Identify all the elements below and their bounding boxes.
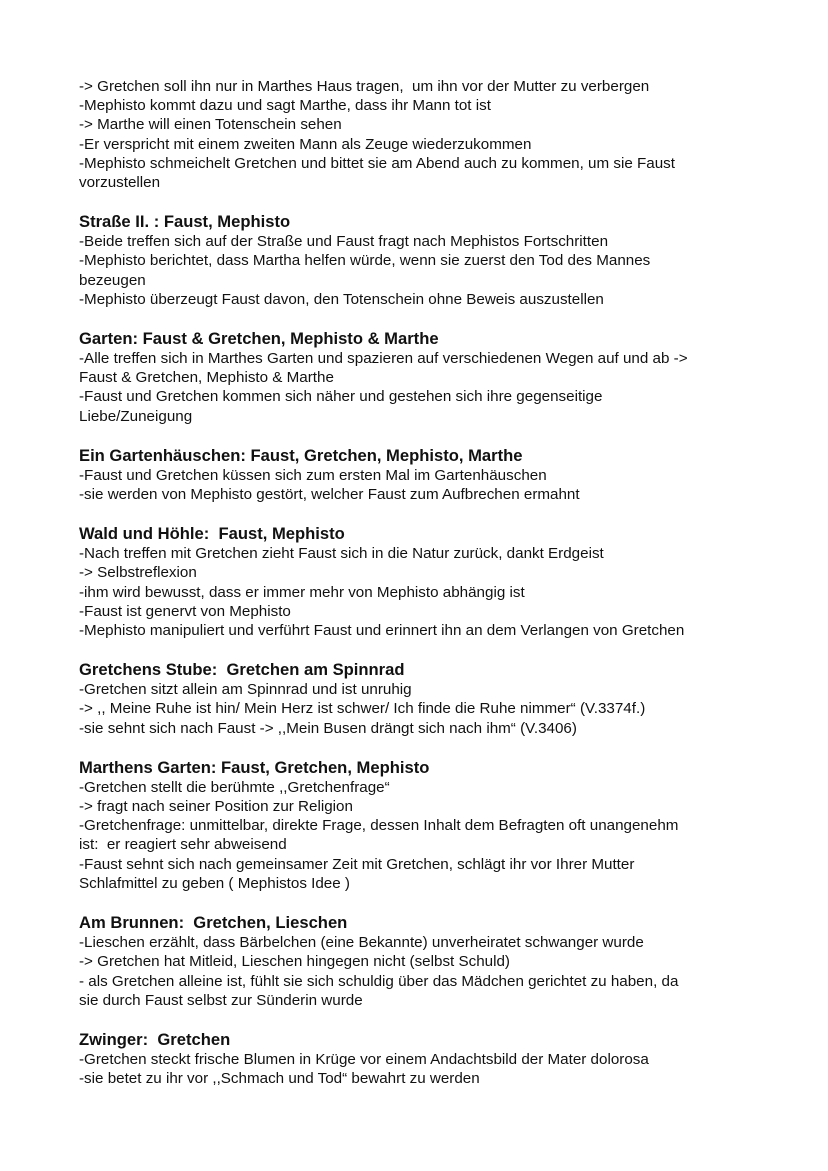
text-line: Faust & Gretchen, Mephisto & Marthe xyxy=(79,369,334,387)
text-line: -> fragt nach seiner Position zur Religion xyxy=(79,798,353,816)
section-heading: Straße II. : Faust, Mephisto xyxy=(79,212,291,232)
section-garten xyxy=(79,329,779,426)
text-line: -sie sehnt sich nach Faust -> ,,Mein Busen drängt sich nach ihm“ (V.3406) xyxy=(79,719,577,737)
text-line: bezeugen xyxy=(79,271,146,289)
text-line: -> ,, Meine Ruhe ist hin/ Mein Herz ist schwer/ Ich finde die Ruhe nimmer“ (V.3374f.) xyxy=(79,700,646,718)
section-am-brunnen xyxy=(79,913,779,1010)
section-heading: Zwinger: Gretchen xyxy=(79,1029,231,1049)
section-heading: Ein Gartenhäuschen: Faust, Gretchen, Mephisto, Marthe xyxy=(79,445,523,465)
text-line: -Mephisto schmeichelt Gretchen und bittet sie am Abend auch zu kommen, um sie Faust xyxy=(79,154,675,172)
section-gartenhaeuschen xyxy=(79,446,779,504)
text-line: -Gretchenfrage: unmittelbar, direkte Frage, dessen Inhalt dem Befragten oft unangenehm xyxy=(79,817,679,835)
text-line: Liebe/Zuneigung xyxy=(79,407,193,425)
section-heading: Garten: Faust & Gretchen, Mephisto & Marthe xyxy=(79,329,439,349)
text-line: -Faust und Gretchen kommen sich näher und gestehen sich ihre gegenseitige xyxy=(79,388,603,406)
text-line: -> Gretchen soll ihn nur in Marthes Haus tragen, um ihn vor der Mutter zu verbergen xyxy=(79,78,650,95)
text-line: -Faust sehnt sich nach gemeinsamer Zeit mit Gretchen, schlägt ihr vor Ihrer Mutter xyxy=(79,855,635,873)
text-line: -> Gretchen hat Mitleid, Lieschen hingegen nicht (selbst Schuld) xyxy=(79,953,510,971)
text-line: -Gretchen stellt die berühmte ,,Gretchenfrage“ xyxy=(79,778,390,796)
text-line: -Faust und Gretchen küssen sich zum ersten Mal im Gartenhäuschen xyxy=(79,466,547,484)
section-marthens-garten xyxy=(79,758,779,893)
text-line: vorzustellen xyxy=(79,174,161,192)
text-line: Schlafmittel zu geben ( Mephistos Idee ) xyxy=(79,874,350,892)
text-line: -Mephisto kommt dazu und sagt Marthe, dass ihr Mann tot ist xyxy=(79,97,491,115)
section-heading: Am Brunnen: Gretchen, Lieschen xyxy=(79,913,348,933)
section-heading: Wald und Höhle: Faust, Mephisto xyxy=(79,524,345,544)
text-line: -Mephisto manipuliert und verführt Faust und erinnert ihn an dem Verlangen von Gretchen xyxy=(79,622,685,640)
text-line: -Faust ist genervt von Mephisto xyxy=(79,602,291,620)
text-line: -Gretchen sitzt allein am Spinnrad und ist unruhig xyxy=(79,681,412,699)
section-heading: Marthens Garten: Faust, Gretchen, Mephisto xyxy=(79,757,430,777)
text-line: - als Gretchen alleine ist, fühlt sie sich schuldig über das Mädchen gerichtet zu haben, da xyxy=(79,972,679,990)
text-line: -sie werden von Mephisto gestört, welcher Faust zum Aufbrechen ermahnt xyxy=(79,486,580,504)
text-line: -> Marthe will einen Totenschein sehen xyxy=(79,116,342,134)
text-line: -Alle treffen sich in Marthes Garten und spazieren auf verschiedenen Wegen auf und ab -> xyxy=(79,350,688,368)
section-zwinger xyxy=(79,1030,779,1088)
section-gretchens-stube xyxy=(79,660,779,738)
text-line: -Mephisto berichtet, dass Martha helfen würde, wenn sie zuerst den Tod des Mannes xyxy=(79,252,651,270)
text-line: -sie betet zu ihr vor ,,Schmach und Tod“ bewahrt zu werden xyxy=(79,1070,480,1088)
section-strasse-ii xyxy=(79,212,779,309)
text-line: -Mephisto überzeugt Faust davon, den Totenschein ohne Beweis auszustellen xyxy=(79,290,604,308)
text-line: -Lieschen erzählt, dass Bärbelchen (eine Bekannte) unverheiratet schwanger wurde xyxy=(79,934,644,952)
text-line: ist: er reagiert sehr abweisend xyxy=(79,836,287,854)
text-line: sie durch Faust selbst zur Sünderin wurde xyxy=(79,991,363,1009)
intro-block xyxy=(79,77,779,192)
text-line: -> Selbstreflexion xyxy=(79,564,197,582)
text-line: -Er verspricht mit einem zweiten Mann als Zeuge wiederzukommen xyxy=(79,135,532,153)
text-line: -Gretchen steckt frische Blumen in Krüge vor einem Andachtsbild der Mater dolorosa xyxy=(79,1050,649,1068)
section-heading: Gretchens Stube: Gretchen am Spinnrad xyxy=(79,660,405,680)
section-wald-und-hoehle xyxy=(79,524,779,640)
text-line: -Beide treffen sich auf der Straße und Faust fragt nach Mephistos Fortschritten xyxy=(79,233,609,251)
text-line: -Nach treffen mit Gretchen zieht Faust sich in die Natur zurück, dankt Erdgeist xyxy=(79,545,604,563)
text-line: -ihm wird bewusst, dass er immer mehr von Mephisto abhängig ist xyxy=(79,583,525,601)
document-page xyxy=(79,77,779,1088)
